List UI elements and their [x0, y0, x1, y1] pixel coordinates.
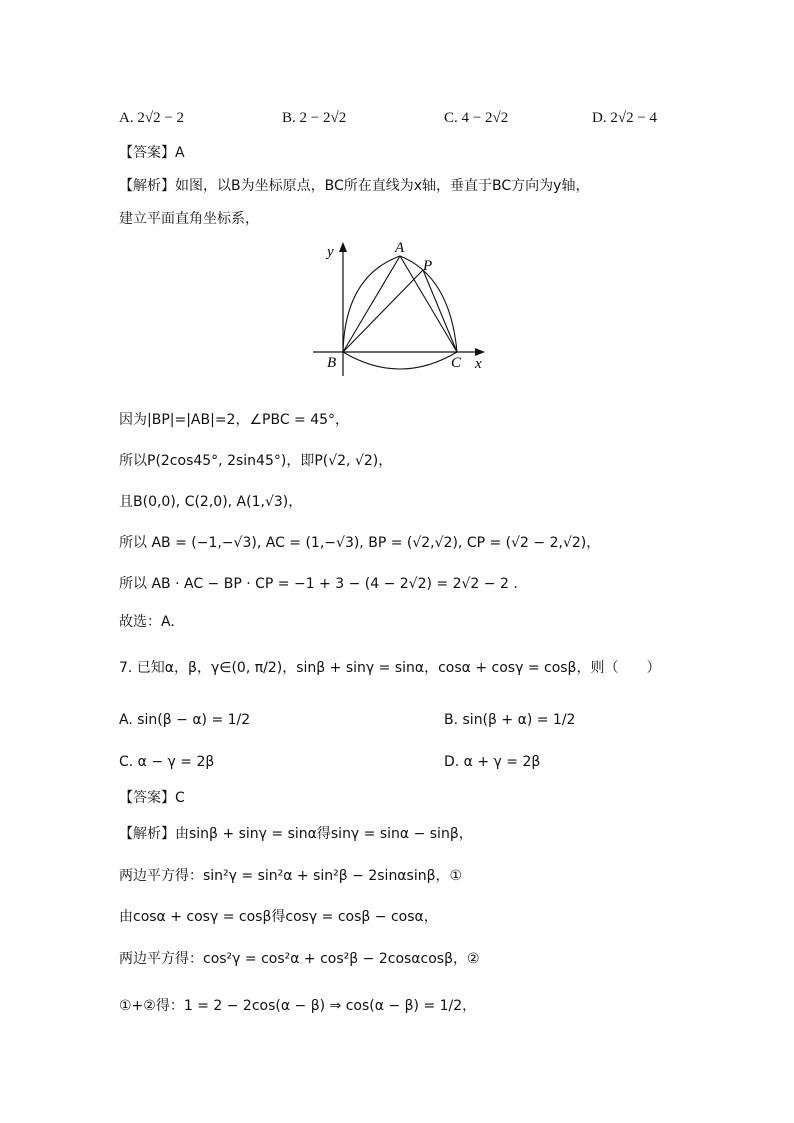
- label-x: x: [475, 356, 482, 372]
- q6-analysis-line-1: 【解析】如图，以B为坐标原点，BC所在直线为x轴，垂直于BC方向为y轴，: [119, 178, 590, 194]
- q6-analysis-line-8: 故选：A.: [119, 614, 175, 630]
- q7-answer: 【答案】C: [119, 790, 185, 806]
- q6-analysis-line-7: 所以 AB · AC − BP · CP = −1 + 3 − (4 − 2√2) = 2√2 − 2 .: [119, 576, 518, 592]
- q7-analysis-line-5: ①+②得：1 = 2 − 2cos(α − β) ⇒ cos(α − β) = 1/2，: [119, 998, 477, 1014]
- coordinate-figure: [305, 236, 490, 376]
- q7-option-c: C. α − γ = 2β: [119, 754, 215, 770]
- q6-analysis-line-2: 建立平面直角坐标系，: [119, 211, 259, 227]
- q7-option-b: B. sin(β + α) = 1/2: [444, 712, 576, 728]
- label-a: A: [395, 240, 405, 256]
- q6-option-b: B. 2 − 2√2: [282, 110, 347, 126]
- q6-analysis-line-6: 所以 AB = (−1,−√3), AC = (1,−√3), BP = (√2,√2), CP = (√2 − 2,√2)，: [119, 535, 601, 551]
- q6-answer: 【答案】A: [119, 145, 185, 161]
- segment-cp: [423, 270, 457, 352]
- q7-analysis-line-1: 【解析】由sinβ + sinγ = sinα得sinγ = sinα − sinβ，: [119, 826, 473, 842]
- arc-b-to-c-lower: [343, 352, 457, 369]
- label-c: C: [451, 355, 462, 371]
- x-axis-arrow: [475, 348, 485, 356]
- arc-b-to-p-to-c: [343, 256, 457, 352]
- q6-option-d: D. 2√2 − 4: [592, 110, 658, 126]
- label-p: P: [423, 258, 433, 274]
- q7-analysis-line-4: 两边平方得：cos²γ = cos²α + cos²β − 2cosαcosβ，②: [119, 951, 480, 967]
- q6-analysis-line-3: 因为|BP|=|AB|=2，∠PBC = 45°，: [119, 412, 350, 428]
- y-axis-arrow: [339, 242, 347, 252]
- q7-analysis-line-2: 两边平方得：sin²γ = sin²α + sin²β − 2sinαsinβ，①: [119, 868, 463, 884]
- q6-analysis-line-4: 所以P(2cos45°, 2sin45°)，即P(√2, √2)，: [119, 453, 393, 469]
- label-y: y: [327, 244, 334, 260]
- q7-analysis-line-3: 由cosα + cosγ = cosβ得cosγ = cosβ − cosα，: [119, 909, 438, 925]
- q6-option-c: C. 4 − 2√2: [444, 110, 509, 126]
- q6-option-a: A. 2√2 − 2: [119, 110, 185, 126]
- q7-option-a: A. sin(β − α) = 1/2: [119, 712, 251, 728]
- label-b: B: [327, 355, 337, 371]
- q6-analysis-line-5: 且B(0,0), C(2,0), A(1,√3)，: [119, 494, 303, 510]
- q7-option-d: D. α + γ = 2β: [444, 754, 541, 770]
- segment-bp: [343, 270, 423, 352]
- q7-stem: 7. 已知α，β，γ∈(0, π/2)，sinβ + sinγ = sinα，cosα + cosγ = cosβ，则（ ）: [119, 660, 661, 676]
